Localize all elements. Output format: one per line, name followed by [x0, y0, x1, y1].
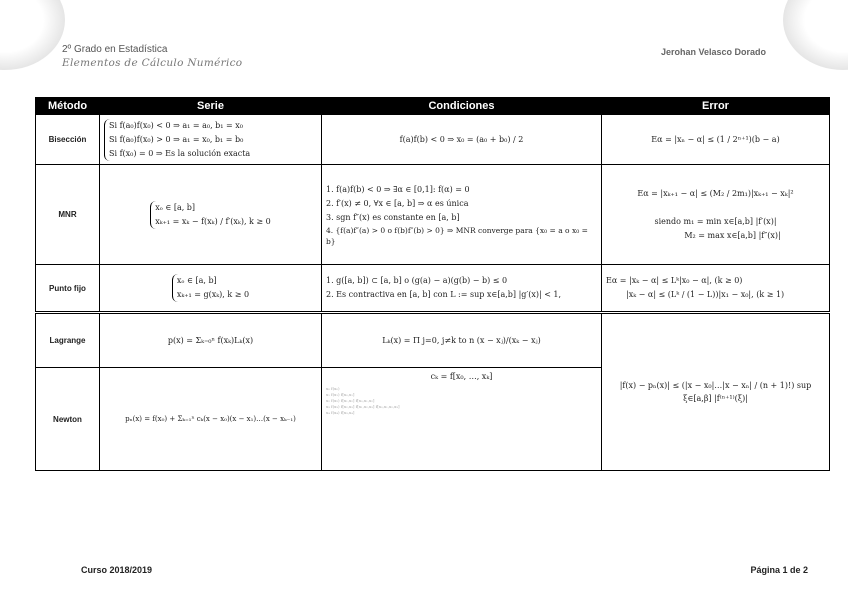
brace-group	[104, 119, 250, 161]
divided-differences-table	[326, 386, 597, 416]
serie-cell	[100, 313, 322, 368]
footer-course-year: Curso 2018/2019	[81, 565, 153, 575]
formula-line: Eα = |xₖ₊₁ − α| ≤ (M₂ / 2m₁)|xₖ₊₁ − xₖ|²	[637, 188, 794, 198]
column-header-condiciones: Condiciones	[322, 98, 602, 115]
author-name: Jerohan Velasco Dorado	[660, 47, 766, 57]
method-name: Bisección	[36, 115, 100, 165]
page-curl-left	[0, 0, 65, 70]
formula-line: xₒ ∈ [a, b]	[155, 202, 196, 212]
serie-cell	[100, 165, 322, 265]
table-header-row	[36, 98, 830, 115]
formula-line: xₖ₊₁ = g(xₖ), k ≥ 0	[176, 290, 250, 299]
table-row	[36, 165, 830, 265]
condiciones-cell	[322, 313, 602, 368]
error-cell	[602, 265, 830, 313]
methods-table	[35, 97, 830, 471]
table-row	[36, 313, 830, 368]
condiciones-cell	[322, 115, 602, 165]
footer-page-number: Página 1 de 2	[750, 565, 808, 575]
formula-line: Si f(x₀) = 0 ⇒ Es la solución exacta	[109, 148, 251, 158]
diff-row: x₃ f(x₃) f[x₂,x₃] f[x₁,x₂,x₃] f[x₀,x₁,x₂,x₃]	[326, 404, 400, 409]
method-name: Newton	[36, 368, 100, 471]
column-header-serie: Serie	[100, 98, 322, 115]
serie-cell	[100, 265, 322, 313]
condition-line: 2. Es contractiva en [a, b] con L := sup x∈[a,b] |g′(x)| < 1,	[326, 290, 562, 299]
formula-line: pₙ(x) = f(x₀) + Σₖ₌₁ⁿ cₖ(x − x₀)(x − x₁)…(x − xₖ₋₁)	[125, 415, 296, 423]
serie-cell	[100, 368, 322, 471]
diff-row: x₀ f(x₀)	[326, 386, 340, 391]
column-header-metodo: Método	[36, 98, 100, 115]
serie-cell	[100, 115, 322, 165]
condition-line: 1. f(a)f(b) < 0 ⇒ ∃α ∈ [0,1]: f(α) = 0	[326, 184, 470, 194]
formula-line: xₖ₊₁ = xₖ − f(xₖ) / f′(xₖ), k ≥ 0	[155, 216, 271, 226]
formula-line: Lₖ(x) = Π j=0, j≠k to n (x − xⱼ)/(xₖ − xⱼ)	[382, 335, 541, 345]
diff-row: x₂ f(x₂) f[x₁,x₂] f[x₀,x₁,x₂]	[326, 398, 375, 403]
condition-line: 1. g([a, b]) ⊂ [a, b] o (g(a) − a)(g(b) − b) ≤ 0	[326, 276, 508, 285]
formula-line: |f(x) − pₙ(x)| ≤ (|x − x₀|…|x − xₙ| / (n + 1)!) sup ξ∈[a,β] |f⁽ⁿ⁺¹⁾(ξ)|	[619, 381, 812, 403]
method-name: Punto fijo	[36, 265, 100, 313]
condition-line: 2. f′(x) ≠ 0, ∀x ∈ [a, b] ⇒ α es única	[326, 198, 469, 208]
header-left	[62, 44, 242, 69]
diff-row: x₁ f(x₁) f[x₀,x₁]	[326, 392, 355, 397]
column-header-error: Error	[602, 98, 830, 115]
table-row	[36, 265, 830, 313]
table-row	[36, 115, 830, 165]
formula-line: Si f(a₀)f(x₀) < 0 ⇒ a₁ = a₀, b₁ = x₀	[109, 120, 244, 130]
condition-line: 3. sgn f″(x) es constante en [a, b]	[326, 212, 460, 222]
formula-line: Si f(a₀)f(x₀) > 0 ⇒ a₁ = x₀, b₁ = b₀	[109, 134, 244, 144]
formula-line: Eα = |xₖ − α| ≤ Lᵏ|x₀ − α|, (k ≥ 0)	[606, 276, 743, 285]
method-name: Lagrange	[36, 313, 100, 368]
formula-line: xₒ ∈ [a, b]	[176, 276, 217, 285]
condiciones-cell	[322, 165, 602, 265]
interpolation-error-cell	[602, 313, 830, 471]
condiciones-cell	[322, 368, 602, 471]
formula-line: siendo m₁ = min x∈[a,b] |f′(x)|	[654, 216, 777, 226]
error-cell	[602, 115, 830, 165]
formula-line: Eα = |xₙ − α| ≤ (1 / 2ⁿ⁺¹)(b − a)	[651, 134, 780, 144]
diff-row: x₄ f(x₄) f[x₃,x₄]	[326, 410, 355, 415]
course-title: Elementos de Cálculo Numérico	[62, 57, 243, 69]
brace-group	[150, 201, 271, 229]
error-cell	[602, 165, 830, 265]
formula-line: M₂ = max x∈[a,b] |f″(x)|	[684, 230, 781, 240]
formula-line: p(x) = Σₖ₌₀ⁿ f(xₖ)Lₖ(x)	[167, 335, 254, 345]
condiciones-cell	[322, 265, 602, 313]
condition-line: 4. {f(a)f″(a) > 0 o f(b)f″(b) > 0} ⇒ MNR converge para {x₀ = a o x₀ = b}	[326, 225, 588, 246]
page-curl-right	[783, 0, 848, 70]
brace-group	[172, 274, 249, 302]
formula-line: cₖ = f[x₀, …, xₖ]	[430, 372, 493, 381]
grade-title: 2º Grado en Estadística	[62, 44, 168, 55]
formula-line: f(a)f(b) < 0 ⇒ x₀ = (a₀ + b₀) / 2	[399, 134, 524, 144]
method-name: MNR	[36, 165, 100, 265]
formula-line: |xₖ − α| ≤ (Lᵏ / (1 − L))|x₁ − x₀|, (k ≥ 1)	[626, 290, 785, 299]
